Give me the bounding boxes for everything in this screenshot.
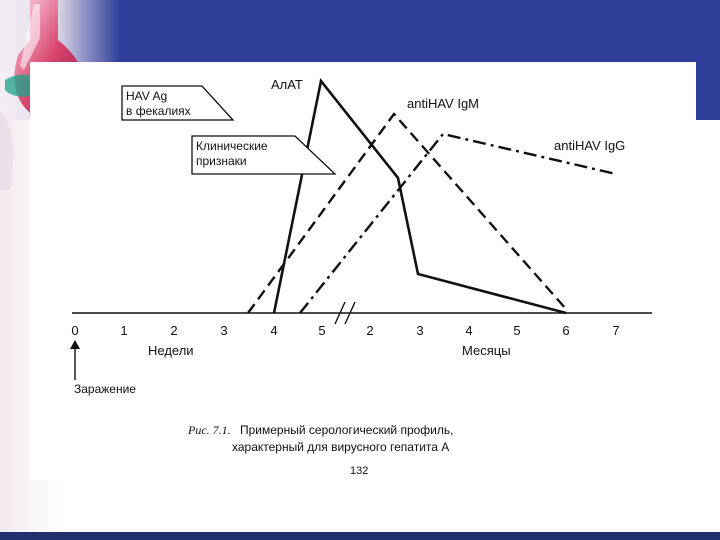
infection-arrow [70,340,80,380]
bottom-bar [0,532,720,540]
tick-label-week: 1 [120,323,128,338]
tick-label-month: 3 [416,323,424,338]
months-axis-label: Месяцы [462,343,511,358]
tick-label-week: 2 [170,323,178,338]
tick-label-month: 7 [612,323,620,338]
series-label-antihav-igm: antiHAV IgM [407,96,480,111]
figure-caption-line1 [187,423,453,437]
tick-label-month: 4 [465,323,473,338]
callout-clinical-line1: Клинические [196,139,268,153]
series-alat-line [274,81,566,313]
figure-caption-line2: характерный для вирусного гепатита А [232,440,450,454]
figure-caption-text1: Примерный серологический профиль, [240,423,454,437]
series-label-antihav-igg: antiHAV IgG [554,138,626,153]
callout-hav-ag-line1: HAV Ag [126,89,168,103]
tick-label-week: 5 [318,323,326,338]
figure-panel [30,62,696,480]
tick-label-month: 2 [366,323,374,338]
page-number: 132 [350,465,369,477]
months-ticks [366,323,619,338]
tick-label-month: 5 [513,323,521,338]
weeks-ticks [71,323,325,338]
figure-caption-prefix: Рис. 7.1. [188,423,231,437]
callout-clinical-signs [192,136,335,174]
tick-label-week: 4 [270,323,278,338]
tick-label-week: 3 [220,323,228,338]
callout-clinical-line2: признаки [196,154,247,168]
series-label-alat: АлАТ [271,77,303,92]
tick-label-month: 6 [562,323,570,338]
infection-label: Заражение [74,382,136,396]
serology-chart [30,62,696,480]
weeks-axis-label: Недели [148,343,194,358]
series-antihav-igg-line [300,134,616,313]
tick-label-week: 0 [71,323,79,338]
callout-hav-ag-line2: в фекалиях [126,104,191,118]
callout-hav-ag [122,86,233,120]
